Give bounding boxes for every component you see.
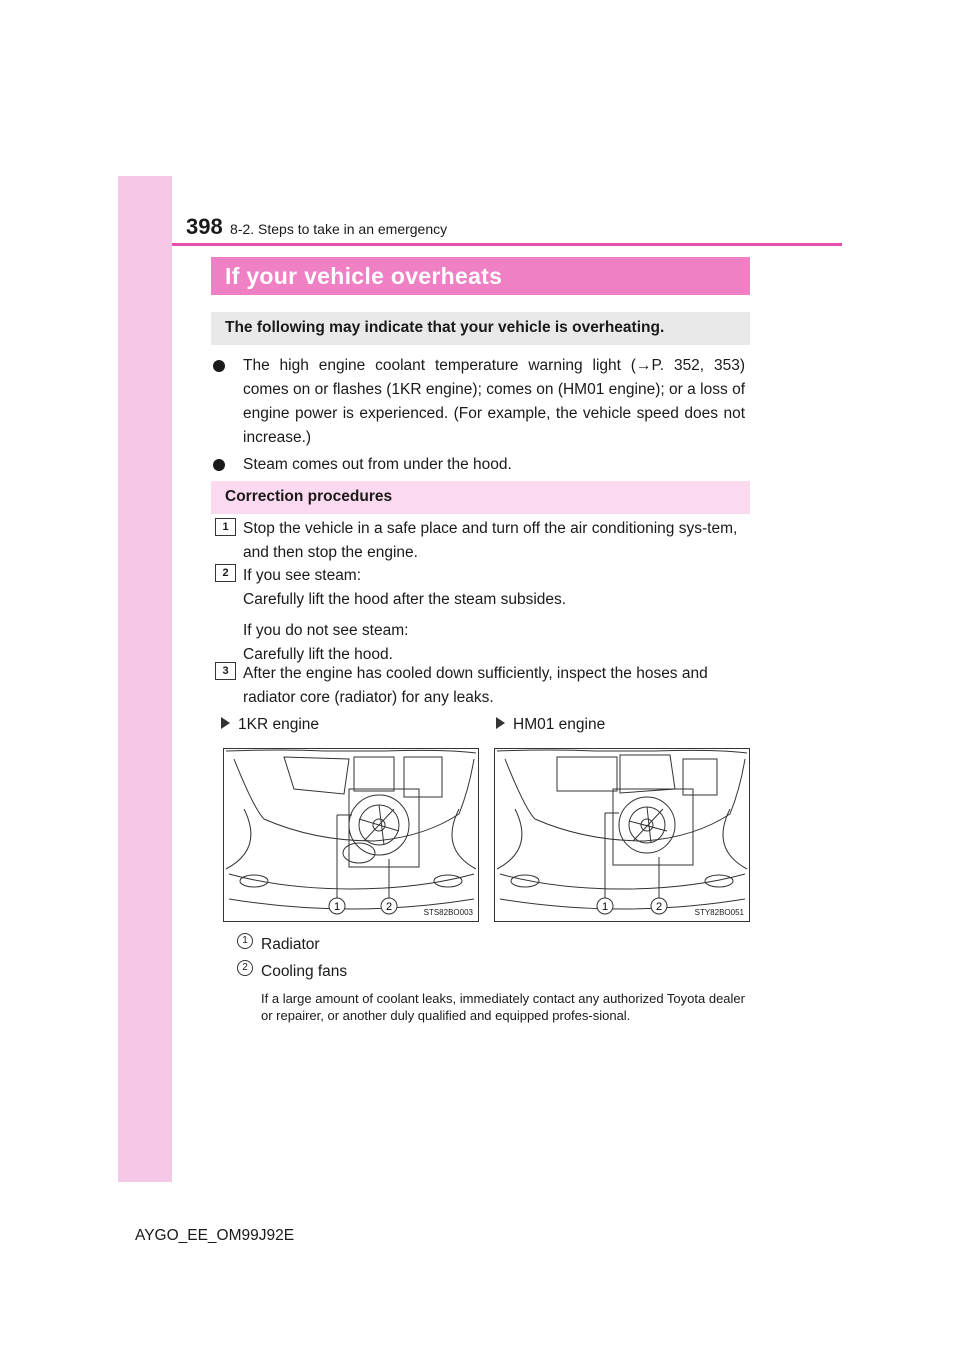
legend-number: 1	[237, 933, 253, 949]
engine-bay-drawing	[495, 749, 749, 921]
engine-label-hm01	[496, 716, 605, 734]
step-2-line: If you do not see steam:	[243, 622, 409, 639]
document-code: AYGO_EE_OM99J92E	[135, 1227, 295, 1244]
triangle-icon	[221, 717, 230, 729]
legend-text-radiator: Radiator	[261, 936, 320, 953]
engine-label-1kr	[221, 716, 319, 734]
step-2-number: 2	[215, 564, 236, 582]
engine-label-text: 1KR engine	[238, 716, 320, 733]
step-2-text	[243, 564, 745, 667]
coolant-leak-note: If a large amount of coolant leaks, immediately contact any authorized Toyota dealer or repairer, or another duly qualified and equipped profes-sional.	[261, 991, 745, 1023]
figure-code: STS82BO003	[423, 908, 473, 917]
callout-2: 2	[385, 901, 393, 913]
step-2-line: Carefully lift the hood.	[243, 646, 393, 663]
engine-label-text: HM01 engine	[513, 716, 606, 733]
callout-1: 1	[333, 901, 341, 913]
callout-2: 2	[655, 901, 663, 913]
symptom-list	[213, 354, 745, 480]
callout-1: 1	[601, 901, 609, 913]
figure-code: STY82BO051	[694, 908, 744, 917]
list-item-text: The high engine coolant temperature warning light (→P. 352, 353) comes on or flashes (1KR engine); comes on (HM01 engine); or a loss of engine power is experienced. (For example, the vehicle speed does not increase.)	[243, 357, 745, 446]
list-item	[213, 354, 745, 450]
step-1-text: Stop the vehicle in a safe place and turn off the air conditioning sys-tem, and then stop the engine.	[243, 520, 738, 561]
step-1-number: 1	[215, 518, 236, 536]
section-title-bar	[211, 257, 750, 295]
bullet-icon	[213, 459, 225, 471]
engine-illustration-1kr	[223, 748, 479, 922]
page-sidebar-tab	[118, 176, 172, 1182]
procedures-heading: Correction procedures	[211, 481, 750, 514]
page-number: 398	[186, 214, 223, 239]
header-rule	[172, 243, 842, 246]
engine-bay-drawing	[224, 749, 478, 921]
step-3-number: 3	[215, 662, 236, 680]
engine-illustration-hm01	[494, 748, 750, 922]
step-3-text: After the engine has cooled down sufficiently, inspect the hoses and radiator core (radiator) for any leaks.	[243, 665, 708, 706]
intro-heading: The following may indicate that your vehicle is overheating.	[211, 312, 750, 345]
step-2-line: If you see steam:	[243, 567, 362, 584]
chapter-title: 8-2. Steps to take in an emergency	[230, 221, 448, 237]
legend-number: 2	[237, 960, 253, 976]
list-item-text: Steam comes out from under the hood.	[243, 456, 512, 473]
bullet-icon	[213, 360, 225, 372]
step-2-line: Carefully lift the hood after the steam subsides.	[243, 591, 567, 608]
triangle-icon	[496, 717, 505, 729]
list-item	[213, 453, 745, 477]
section-title: If your vehicle overheats	[225, 263, 503, 289]
legend-text-cooling-fans: Cooling fans	[261, 963, 348, 980]
